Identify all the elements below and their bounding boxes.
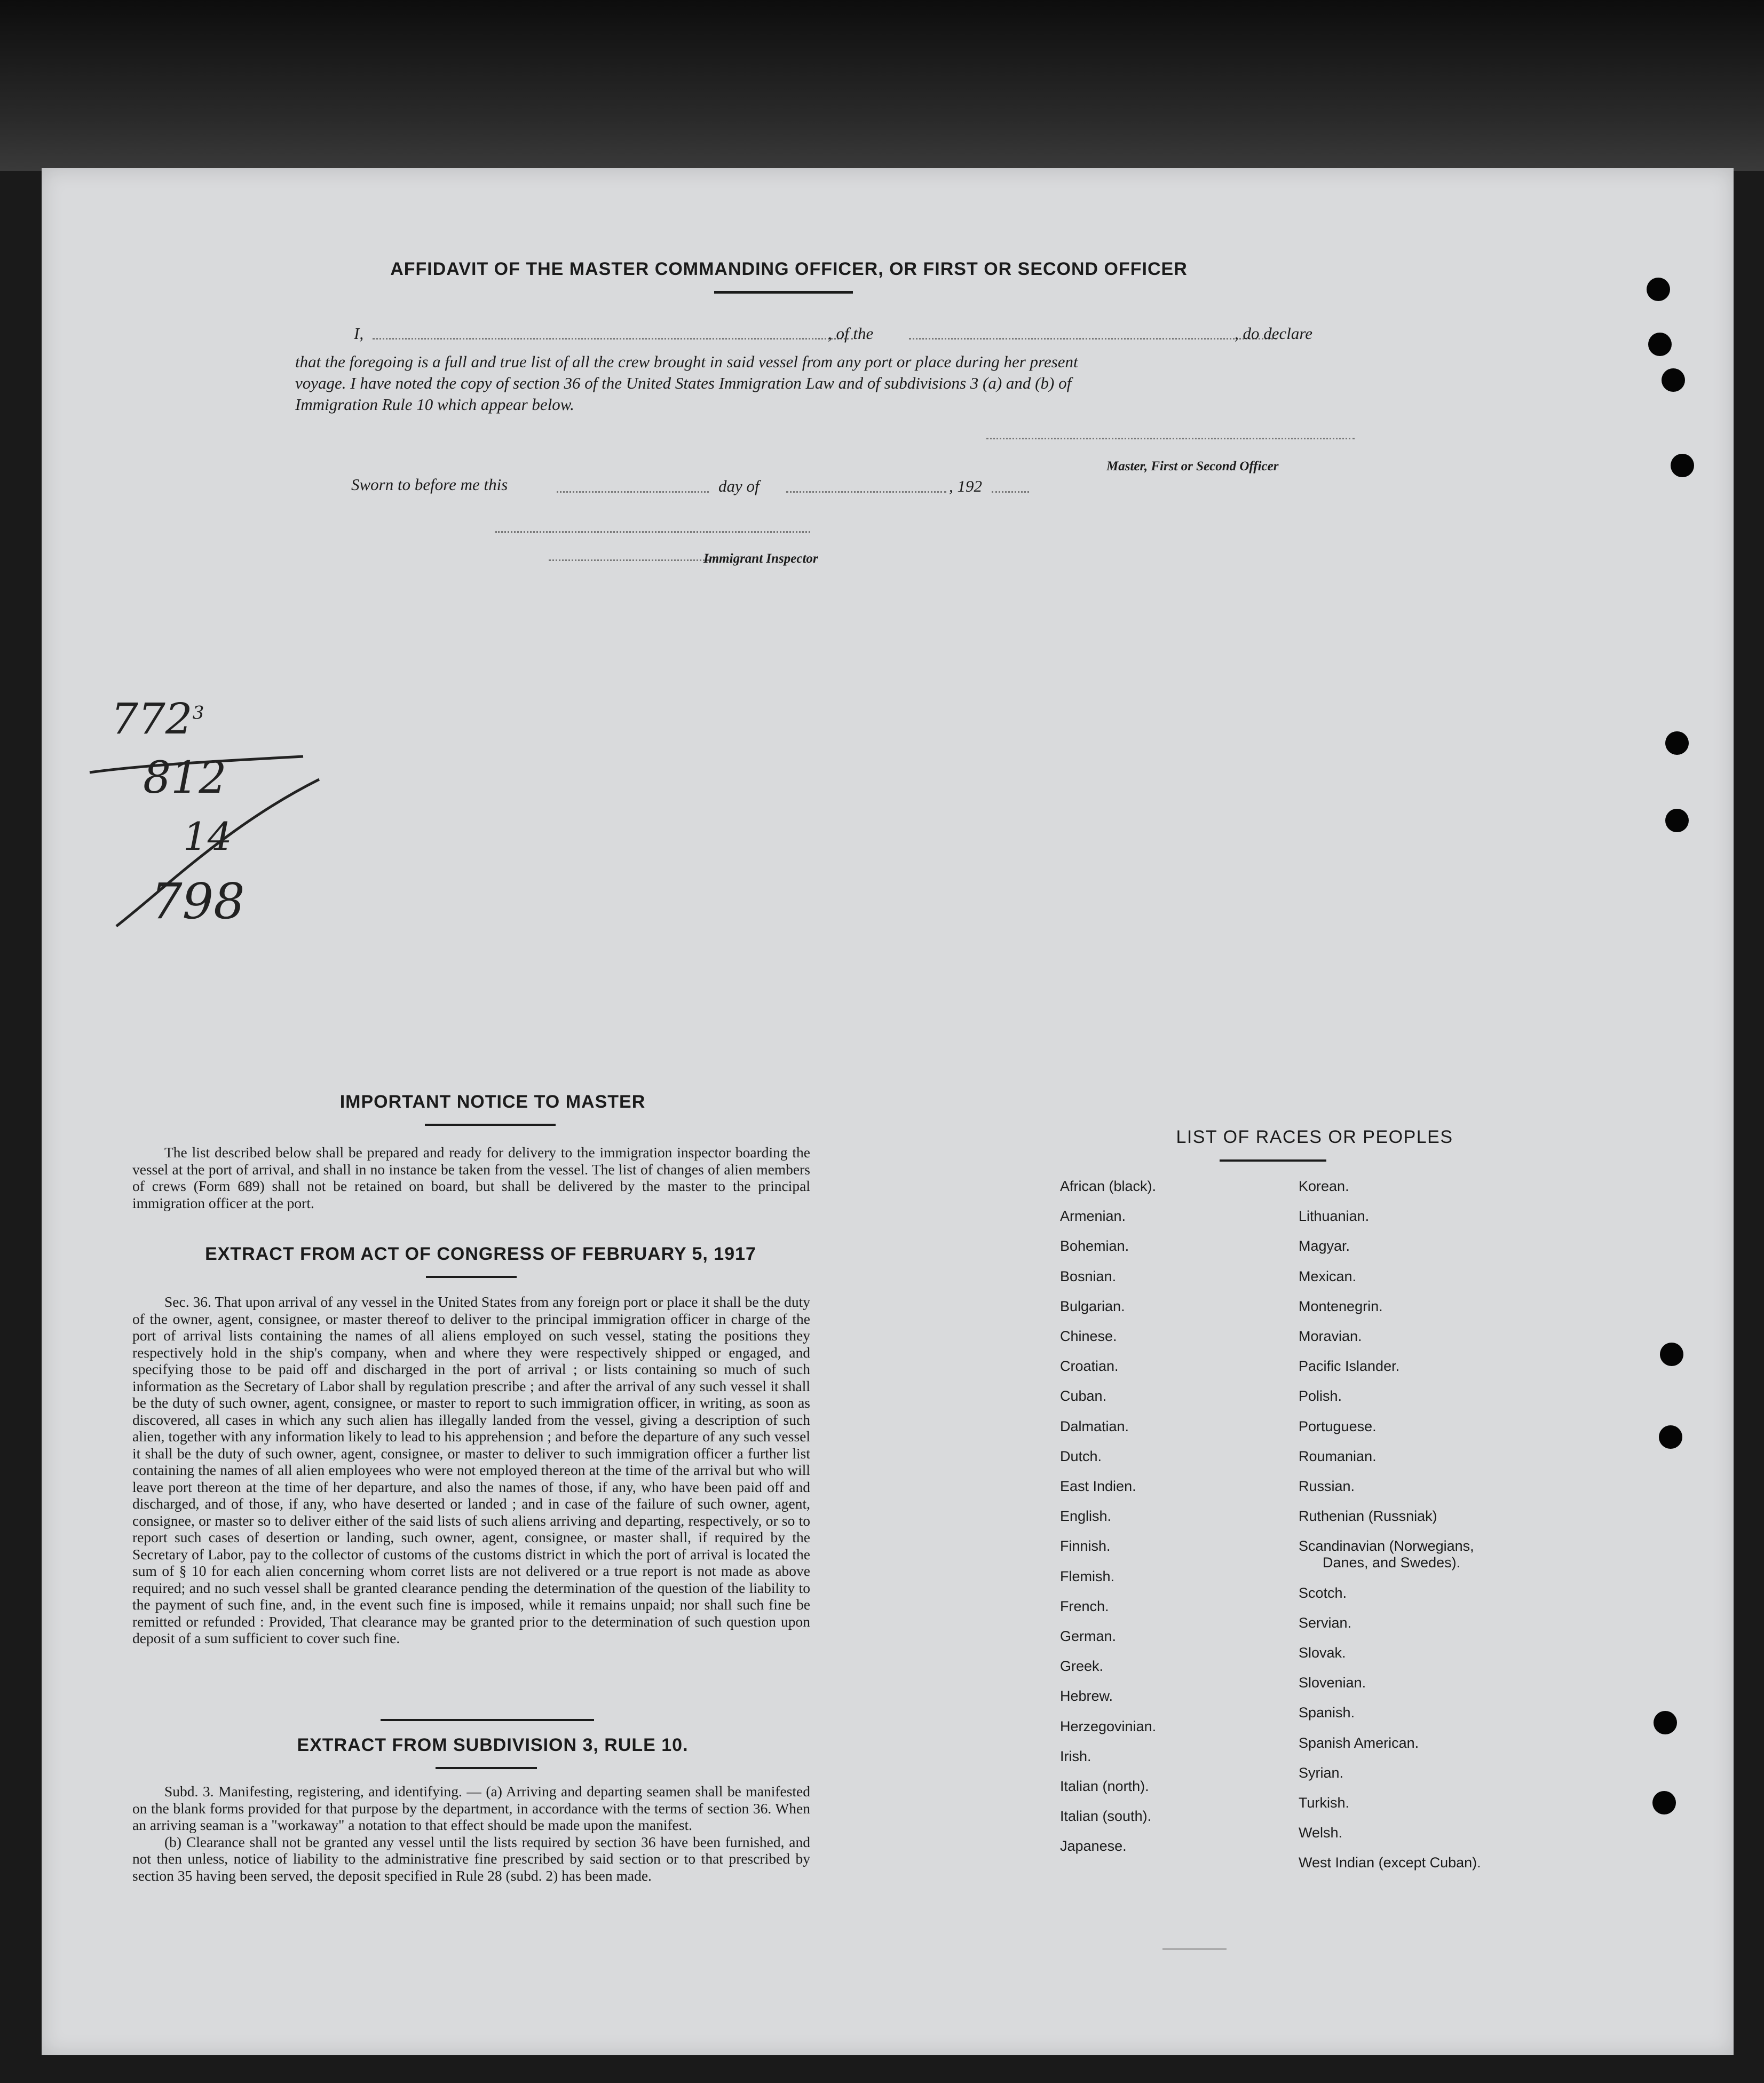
race-item: Italian (south). <box>1060 1808 1152 1825</box>
act-end-rule <box>381 1719 594 1721</box>
do-declare-label: , do declare <box>1235 324 1313 343</box>
race-item: Bohemian. <box>1060 1238 1129 1254</box>
notice-title: IMPORTANT NOTICE TO MASTER <box>339 1092 646 1112</box>
rule-title-rule <box>436 1767 537 1769</box>
race-item: Bulgarian. <box>1060 1298 1125 1314</box>
race-item: Herzegovinian. <box>1060 1718 1157 1734</box>
race-item: Mexican. <box>1299 1268 1357 1284</box>
race-item: Slovak. <box>1299 1644 1346 1661</box>
race-item: Bosnian. <box>1060 1268 1117 1284</box>
race-item: Syrian. <box>1299 1764 1344 1781</box>
day-of-label: day of <box>718 477 760 495</box>
binder-hole-icon <box>1652 1791 1676 1814</box>
act-title: EXTRACT FROM ACT OF CONGRESS OF FEBRUARY 5, 1917 <box>205 1244 756 1264</box>
race-item: Korean. <box>1299 1178 1349 1194</box>
race-item: Pacific Islander. <box>1299 1358 1400 1375</box>
vessel-name-field[interactable] <box>909 338 1277 340</box>
race-item: East Indien. <box>1060 1478 1136 1494</box>
act-title-rule <box>426 1276 517 1278</box>
race-item: Lithuanian. <box>1299 1208 1370 1225</box>
binder-hole-icon <box>1659 1425 1682 1449</box>
race-item: Japanese. <box>1060 1838 1127 1855</box>
binder-hole-icon <box>1662 368 1685 392</box>
act-text: Sec. 36. That upon arrival of any vessel in the United States from any foreign port or place it shall be the duty of the owner, agent, consignee, or master thereof to deliver to the principal immigration officer in charge of the port of arrival lists containing the names of all aliens employed on such vessel, stating the positions they respectively hold in the ship's company, when and where they were respectively shipped or engaged, and specifying those to be paid off and discharged in the port of arrival ; or lists containing so much of such information as the Secretary of Labor shall by regulation prescribe ; and after the arrival of any such vessel it shall be the duty of such owner, agent, consignee, or master to report to such immigration officer, in writing, as soon as discovered, all cases in which any such alien has illegally landed from the vessel, giving a description of such alien, together with any information likely to lead to his apprehension ; and before the departure of any such vessel it shall be the duty of such owner, agent, consignee, or master to deliver to such immigration officer a further list containing the names of all alien employees who were not employed thereon at the time of the arrival but who will leave port thereon at the time of her departure, and also the names of those, if any, who have been paid off and discharged, and of those, if any, who have deserted or landed ; and in case of the failure of such owner, agent, consignee, or master so to deliver either of the said lists of such aliens arriving and departing, respectively, or so to report such cases of desertion or landing, such owner, agent, consignee, or master shall, if required by the Secretary of Labor, pay to the collector of customs of the customs district in which the port of arrival is located the sum of § 10 for each alien concerning whom corret lists are not delivered or a true report is not made as above required; and no such vessel shall be granted clearance pending the determination of the question of the liability to the payment of such fine, and, in the event such fine is imposed, while it remains unpaid; nor shall such fine be remitted or refunded : Provided, That clearance may be granted prior to the determination of such question upon deposit of a sum sufficient to cover such fine. <box>132 1293 810 1646</box>
officer-signature-label: Master, First or Second Officer <box>1106 459 1279 474</box>
race-item: Armenian. <box>1060 1208 1126 1225</box>
binder-hole-icon <box>1660 1343 1683 1366</box>
race-item: Scotch. <box>1299 1584 1347 1601</box>
race-item: Slovenian. <box>1299 1675 1366 1691</box>
race-item: Croatian. <box>1060 1358 1119 1375</box>
sworn-label: Sworn to before me this <box>351 475 508 494</box>
race-item: West Indian (except Cuban). <box>1299 1855 1481 1871</box>
affidavit-i-label: I, <box>354 324 364 343</box>
race-item: English. <box>1060 1508 1112 1525</box>
affidavit-line-3: voyage. I have noted the copy of section 36 of the United States Immigration Law and of subdivisions 3 (a) and (b) of <box>295 374 1072 392</box>
race-item: Roumanian. <box>1299 1448 1377 1464</box>
scan-background <box>0 0 1764 171</box>
race-item: Finnish. <box>1060 1538 1111 1555</box>
sworn-month-field[interactable] <box>786 491 946 493</box>
race-item: German. <box>1060 1628 1117 1644</box>
race-item: French. <box>1060 1598 1109 1614</box>
race-item: Scandinavian (Norwegians, <box>1299 1538 1474 1555</box>
inspector-label: Immigrant Inspector <box>703 551 818 566</box>
race-item: Danes, and Swedes). <box>1323 1555 1461 1571</box>
handwritten-number-3: 14 <box>183 814 232 859</box>
affidavit-title-rule <box>714 291 853 294</box>
race-item: Russian. <box>1299 1478 1355 1494</box>
handwritten-number-2: 812 <box>143 753 227 803</box>
binder-hole-icon <box>1671 454 1694 477</box>
officer-name-field[interactable] <box>373 338 853 340</box>
race-item: Magyar. <box>1299 1238 1350 1254</box>
race-item: Welsh. <box>1299 1825 1343 1841</box>
race-item: Hebrew. <box>1060 1688 1113 1705</box>
binder-hole-icon <box>1647 278 1670 301</box>
page-footer-mark <box>1162 1948 1227 1950</box>
binder-hole-icon <box>1665 731 1689 755</box>
race-item: African (black). <box>1060 1178 1157 1194</box>
document-page <box>42 168 1734 2055</box>
rule-para-b: (b) Clearance shall not be granted any vessel until the lists required by section 36 have been furnished, and not then unless, notice of liability to the administrative fine prescribed by said section or to that prescribed by section 35 having been served, the deposit specified in Rule 28 (subd. 2) has been made. <box>132 1833 810 1884</box>
races-title-rule <box>1220 1159 1326 1162</box>
race-item: Dutch. <box>1060 1448 1102 1464</box>
race-item: Moravian. <box>1299 1328 1362 1344</box>
handwritten-number-4: 798 <box>151 873 245 930</box>
binder-hole-icon <box>1665 809 1689 832</box>
officer-signature-field[interactable] <box>986 438 1355 439</box>
race-item: Turkish. <box>1299 1794 1350 1811</box>
race-item: Ruthenian (Russniak) <box>1299 1508 1437 1525</box>
binder-hole-icon <box>1648 333 1672 356</box>
inspector-signature-field[interactable] <box>495 531 810 533</box>
of-the-label: , of the <box>828 324 874 343</box>
race-item: Cuban. <box>1060 1388 1107 1405</box>
race-item: Spanish. <box>1299 1705 1355 1721</box>
year-label: , 192 <box>949 477 982 495</box>
race-item: Montenegrin. <box>1299 1298 1383 1314</box>
notice-title-rule <box>425 1124 556 1126</box>
affidavit-line-2: that the foregoing is a full and true list of all the crew brought in said vessel from any port or place during her present <box>295 352 1078 371</box>
rule-para-a: Subd. 3. Manifesting, registering, and identifying. — (a) Arriving and departing seamen shall be manifested on the blank forms provided for that purpose by the department, in accordance with the terms of section 36. When an arriving seaman is a "workaway" a notation to that effect should be made upon the manifest. <box>132 1783 810 1833</box>
race-item: Polish. <box>1299 1388 1342 1405</box>
binder-hole-icon <box>1654 1711 1677 1734</box>
race-item: Irish. <box>1060 1748 1091 1764</box>
race-item: Dalmatian. <box>1060 1418 1129 1434</box>
races-title: LIST OF RACES OR PEOPLES <box>1176 1127 1453 1147</box>
inspector-signature-underline <box>549 559 709 561</box>
race-item: Servian. <box>1299 1614 1352 1631</box>
handwritten-number-1: $772^3$ <box>111 694 204 744</box>
race-item: Italian (north). <box>1060 1778 1149 1794</box>
race-item: Flemish. <box>1060 1568 1115 1584</box>
rule-text <box>132 1783 810 1884</box>
race-item: Greek. <box>1060 1658 1104 1675</box>
sworn-day-field[interactable] <box>557 491 709 493</box>
affidavit-line-4: Immigration Rule 10 which appear below. <box>295 395 574 414</box>
affidavit-title: AFFIDAVIT OF THE MASTER COMMANDING OFFICER, OR FIRST OR SECOND OFFICER <box>390 259 1188 279</box>
race-item: Chinese. <box>1060 1328 1117 1344</box>
sworn-year-field[interactable] <box>992 491 1029 493</box>
race-item: Portuguese. <box>1299 1418 1377 1434</box>
race-item: Spanish American. <box>1299 1734 1419 1751</box>
notice-text: The list described below shall be prepared and ready for delivery to the immigration inspector boarding the vessel at the port of arrival, and shall in no instance be taken from the vessel. The list of changes of alien members of crews (Form 689) shall not be retained on board, but shall be delivered by the master to the principal immigration officer at the port. <box>132 1144 810 1211</box>
rule-title: EXTRACT FROM SUBDIVISION 3, RULE 10. <box>297 1735 689 1755</box>
